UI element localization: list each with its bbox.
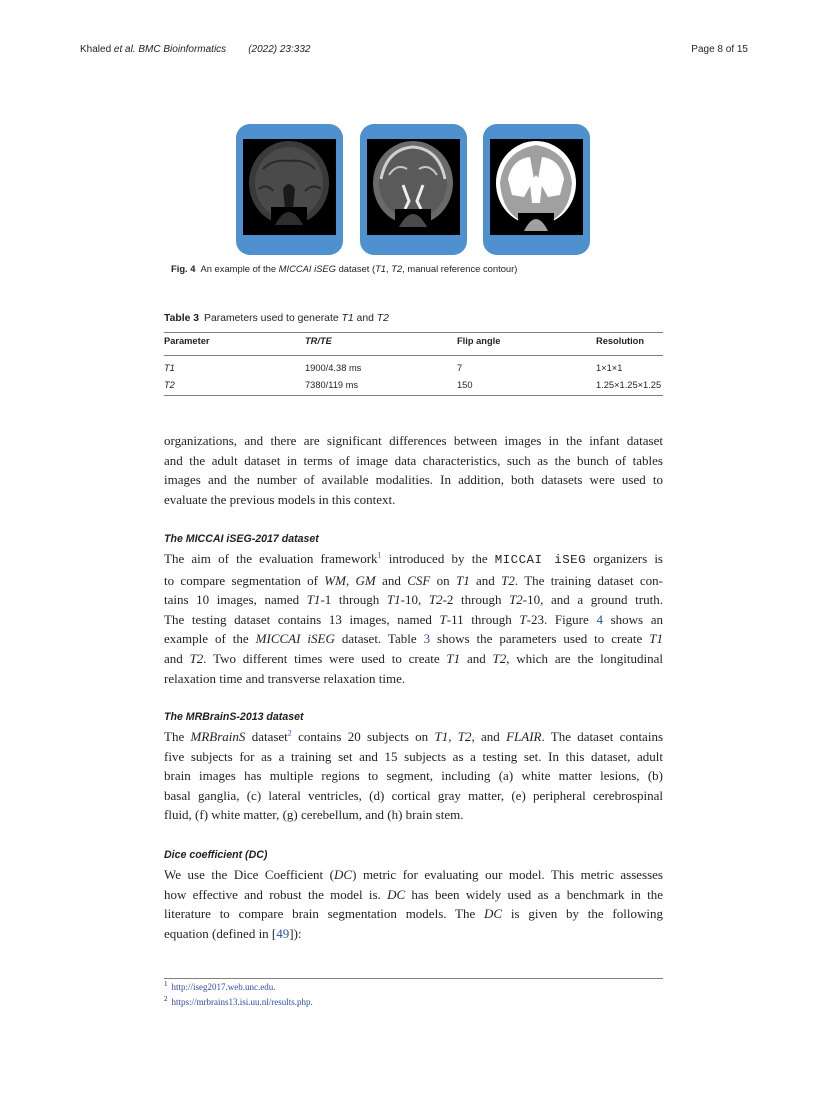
text-line: The testing dataset contains 13 images, named T-11 through T-23. Figure 4 shows an: [164, 611, 664, 627]
column-header: TR/TE: [305, 336, 332, 346]
table-cell: 150: [457, 380, 473, 390]
footnote-2: [164, 997, 313, 1007]
text-line: We use the Dice Coefficient (DC) metric for evaluating our model. This metric assesses: [164, 867, 663, 882]
caption-t2: T2: [376, 313, 389, 324]
text-line: five subjects for as a training set and 15 subjects as a testing set. In this dataset, adult: [164, 748, 663, 764]
footnote-number: 1: [164, 980, 168, 988]
caption-t2: T2: [391, 263, 403, 274]
text-line: tains 10 images, named T1-1 through T1-10, T2-2 through T2-10, and a ground truth.: [164, 592, 663, 608]
section-heading-mrbrains: The MRBrainS-2013 dataset: [164, 711, 304, 723]
t2-brain-image: [367, 139, 460, 235]
text-line: how effective and robust the model is. DC has been widely used as a benchmark in the: [164, 886, 663, 902]
caption-dataset: MICCAI iSEG: [278, 263, 336, 274]
caption-text: Parameters used to generate: [204, 313, 342, 324]
text-line: relaxation time and transverse relaxation time.: [164, 670, 406, 686]
table-cell: 1×1×1: [596, 363, 623, 373]
column-header: Resolution: [596, 336, 645, 346]
column-header: Flip angle: [457, 336, 501, 346]
table-3-link[interactable]: 3: [423, 631, 431, 647]
table-row: [164, 361, 663, 378]
text-line: fluid, (f) white matter, (g) cerebellum, and (h) brain stem.: [164, 807, 464, 823]
reference-49-link[interactable]: 49: [276, 925, 290, 941]
paragraph-mrbrains: [164, 727, 663, 825]
table-header-row: [164, 333, 663, 356]
paragraph-dice: [164, 865, 663, 943]
running-header: [80, 44, 310, 55]
t1-brain-image: [243, 139, 336, 235]
table-cell: T1: [164, 363, 175, 373]
footnote-1: [164, 982, 275, 992]
table-cell: 7: [457, 363, 463, 373]
text-line: basal ganglia, (c) lateral ventricles, (d) cortical gray matter, (e) peripheral cerebrospinal: [164, 787, 663, 803]
table-label: Table 3: [164, 313, 200, 324]
caption-text: An example of the: [200, 263, 279, 274]
caption-text: , manual reference contour): [402, 263, 518, 274]
text-line: images and the number of available modalities. In addition, both datasets were used to: [164, 472, 663, 488]
caption-text: dataset (: [335, 263, 376, 274]
header-year-volume: (2022) 23:332: [248, 44, 311, 55]
text-line: evaluate the previous models in this context.: [164, 491, 396, 507]
caption-t1: T1: [341, 313, 354, 324]
reference-contour-panel: [483, 124, 590, 255]
caption-and: and: [353, 313, 377, 324]
header-etal: et al.: [113, 44, 136, 55]
text-line: organizations, and there are significant differences between images in the infant dataset: [164, 433, 663, 448]
header-journal: BMC Bioinformatics: [135, 44, 227, 55]
text-line: example of the MICCAI iSEG dataset. Table 3 shows the parameters used to create T1: [164, 631, 663, 647]
text-line: and the adult dataset in terms of image data characteristics, such as the bunch of tables: [164, 452, 663, 468]
table-row: [164, 378, 663, 395]
figure-caption: [171, 263, 517, 274]
footnote-ref-1[interactable]: 1: [377, 550, 382, 560]
text-line: brain images has multiple regions to segment, including (a) white matter lesions, (b): [164, 768, 663, 784]
footnote-ref-2[interactable]: 2: [287, 728, 292, 738]
footnote-number: 2: [164, 995, 168, 1003]
figure-4-link[interactable]: 4: [596, 611, 603, 627]
column-header: Parameter: [164, 336, 210, 346]
section-heading-dice: Dice coefficient (DC): [164, 849, 268, 861]
figure-label: Fig. 4: [171, 263, 196, 274]
t1-image-panel: [236, 124, 343, 255]
text-line: literature to compare brain segmentation models. The DC is given by the following: [164, 906, 663, 922]
header-authors: Khaled: [80, 44, 114, 55]
text-line: The MRBrainS dataset$^2$ contains 20 subjects on T1, T2, and FLAIR. The dataset contains: [164, 728, 663, 744]
paragraph-intro: [164, 431, 663, 509]
caption-sep: ,: [386, 263, 392, 274]
segmentation-image: [490, 139, 583, 235]
footnote-1-link[interactable]: http://iseg2017.web.unc.edu.: [171, 982, 276, 992]
t2-image-panel: [360, 124, 467, 255]
table-cell: 7380/119 ms: [305, 380, 359, 390]
table-cell: 1.25×1.25×1.25: [596, 380, 662, 390]
parameters-table: [164, 332, 663, 396]
table-cell: 1900/4.38 ms: [305, 363, 362, 373]
page-number: Page 8 of 15: [691, 44, 748, 55]
text-line: and T2. Two different times were used to create T1 and T2, which are the longitudinal: [164, 650, 663, 666]
figure-4: [236, 124, 590, 255]
footnote-divider: [164, 978, 663, 979]
text-line: The aim of the evaluation framework$^1$ introduced by the MICCAI iSEG organizers is: [164, 550, 663, 567]
section-heading-miccai: The MICCAI iSEG-2017 dataset: [164, 533, 319, 545]
table-caption: [164, 313, 389, 324]
text-line: equation (defined in [49]):: [164, 925, 302, 941]
text-line: to compare segmentation of WM, GM and CSF on T1 and T2. The training dataset con-: [164, 572, 663, 588]
paragraph-miccai: [164, 549, 663, 688]
footnote-2-link[interactable]: https://mrbrains13.isi.uu.nl/results.php.: [171, 997, 313, 1007]
table-cell: T2: [164, 380, 175, 390]
caption-t1: T1: [375, 263, 387, 274]
